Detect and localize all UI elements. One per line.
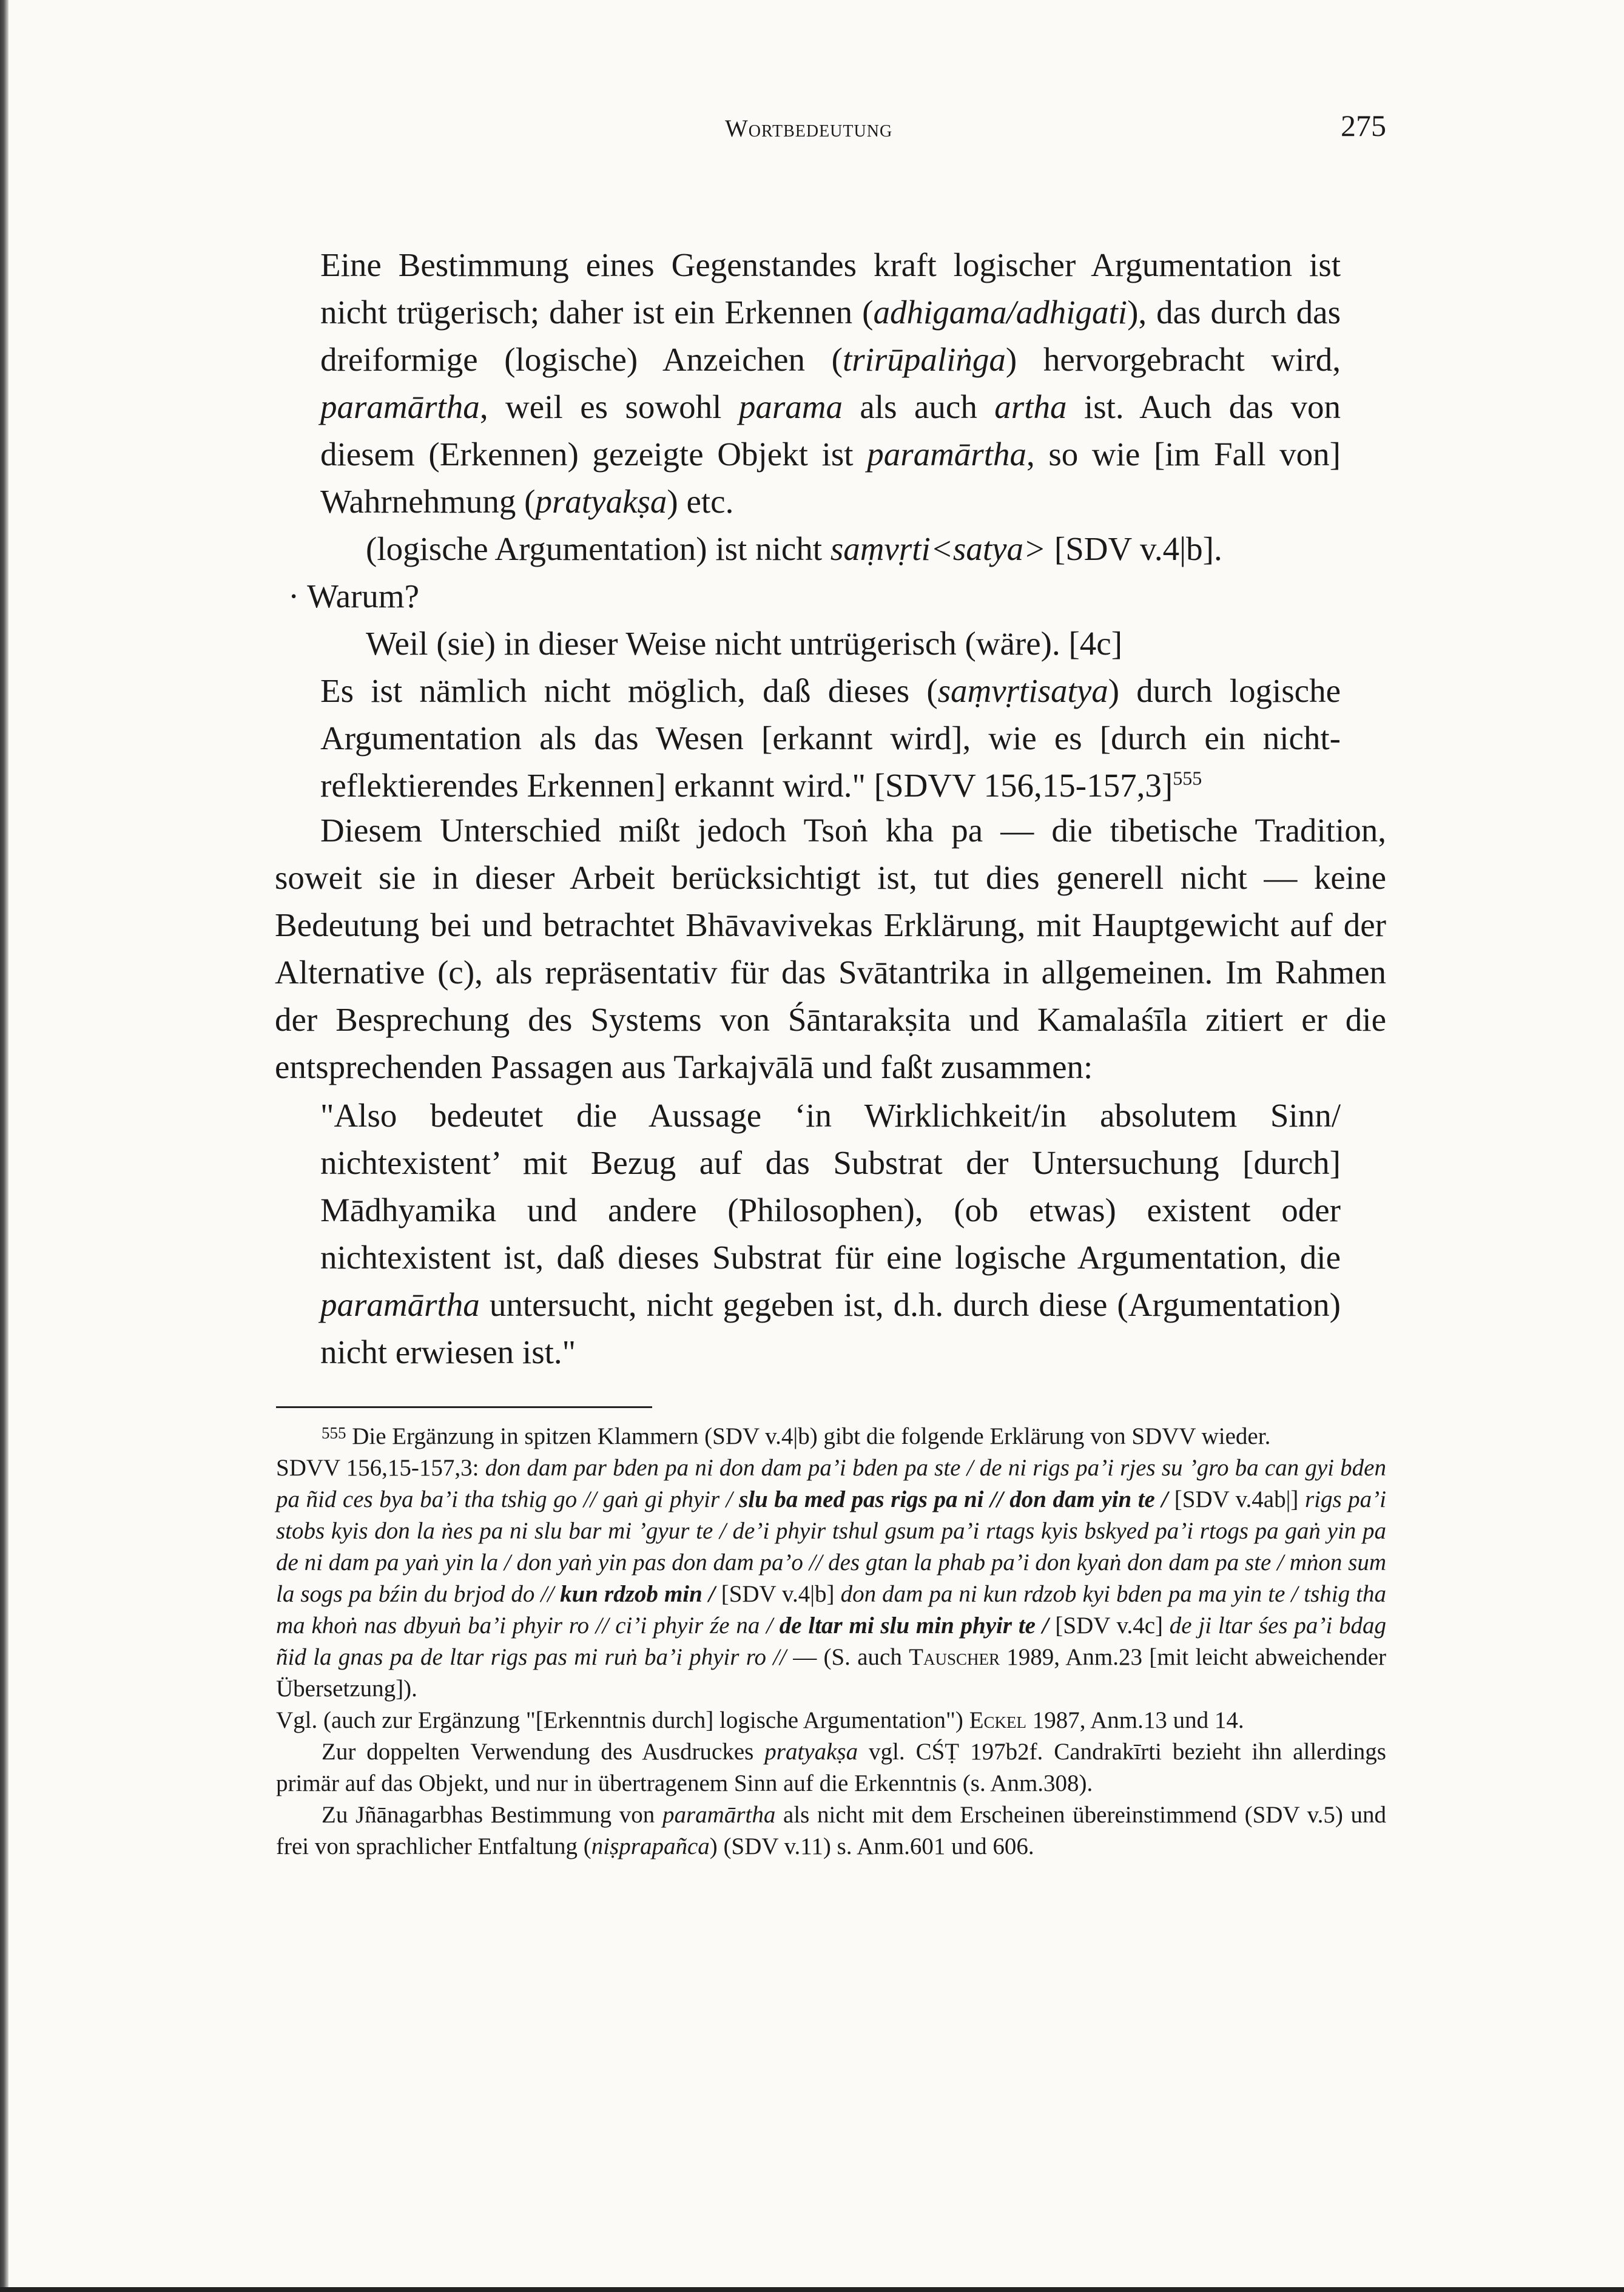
footnote-divider (276, 1406, 652, 1408)
text-run: [SDV v.4|b]. (1046, 530, 1222, 567)
tibetan-bold: de ltar mi slu min phyir te / (779, 1613, 1049, 1639)
term-italic: pratyakṣa (764, 1739, 858, 1765)
text-run: Zu Jñānagarbhas Bestimmung von (322, 1802, 662, 1828)
page-number: 275 (1341, 109, 1386, 143)
term-italic: paramārtha (320, 1286, 480, 1323)
text-run: untersucht, nicht gegeben ist, d.h. durch diese (Argumentation) nicht erwiesen ist." (320, 1286, 1341, 1370)
text-run: ) hervorgebracht wird, (1005, 341, 1341, 378)
text-run: ist. Auch das von diesem (Erkennen) gezeigte Objekt ist (320, 388, 1341, 473)
text-run: [SDV v.4ab|] (1168, 1486, 1305, 1512)
footnote-text: Die Ergänzung in spitzen Klammern (SDV v.4|b) gibt die folgende Erklärung von SDVV wieder. (352, 1423, 1271, 1449)
text-run: vgl. CŚṬ 197b2f. Candrakīrti bezieht ihn allerdings primär auf das Objekt, und nur in übertragenem Sinn auf die Erkenntnis (s. Anm.308). (276, 1739, 1386, 1796)
text-run: Vgl. (auch zur Ergänzung "[Erkenntnis durch] logische Argumentation") (276, 1707, 969, 1733)
text-run: als auch (842, 388, 995, 425)
body-paragraph: Diesem Unterschied mißt jedoch Tsoṅ kha pa — die tibetische Tradition, soweit sie in dieser Arbeit berücksichtigt ist, tut dies generell nicht — keine Bedeutung bei und betrachtet Bhāvavivekas Erklärung, mit Hauptgewicht auf der Alternative (c), als repräsentativ für das Svātantrika in allgemeinen. Im Rahmen der Besprechung des Systems von Śāntarakṣita und Kamalaśīla zitiert er die entsprechenden Passagen aus Tarkajvālā und faßt zusammen: (275, 812, 1386, 1085)
body-paragraph-block (275, 807, 1386, 1091)
footnote-paragraph (276, 1705, 1386, 1736)
author-smallcaps: Eckel (969, 1707, 1027, 1733)
footnote-number: 555 (322, 1424, 346, 1442)
text-run: Es ist nämlich nicht möglich, daß dieses ( (320, 672, 938, 709)
text-run: — (S. auch (786, 1644, 909, 1670)
text-run: [SDV v.4|b] (715, 1581, 841, 1607)
term-italic: paramārtha (867, 436, 1026, 473)
term-italic: saṃvṛtisatya (937, 672, 1108, 709)
term-italic: adhigama/adhigati (873, 294, 1128, 331)
footnotes-section (276, 1421, 1386, 1862)
text-run: ), das durch das dreiformige (logische) Anzeichen ( (320, 294, 1341, 378)
term-italic: niṣprapañca (591, 1833, 710, 1859)
text-run: als nicht mit dem Erscheinen übereinstimmend (SDV v.5) und frei von sprachlicher Entfaltung ( (276, 1802, 1386, 1859)
verse-line: Weil (sie) in dieser Weise nicht untrügerisch (wäre). [4c] (366, 625, 1123, 662)
text-run: SDVV 156,15-157,3: (276, 1455, 485, 1481)
tibetan-italic: don dam pa ni kun rdzob kyi bden pa ma yin te / tshig tha ma khoṅ nas dbyuṅ ba’i phyir ro // ci’i phyir źe na / (276, 1581, 1386, 1639)
footnote-paragraph (276, 1799, 1386, 1862)
term-italic: trirūpaliṅga (842, 341, 1006, 378)
tibetan-italic: don dam par bden pa ni don dam pa’i bden pa ste / de ni rigs pa’i rjes su ’gro ba can gyi bden pa ñid ces bya ba’i tha tshig go // gaṅ gi phyir / (276, 1455, 1386, 1512)
running-title: Wortbedeutung (725, 115, 893, 142)
term-italic: parama (738, 388, 843, 425)
text-run: ) etc. (667, 483, 734, 520)
quotation-block-2 (320, 1092, 1341, 1376)
term-italic: paramārtha (662, 1802, 776, 1828)
tibetan-bold: kun rdzob min / (560, 1581, 715, 1607)
tibetan-bold: slu ba med pas rigs pa ni // don dam yin te / (739, 1486, 1168, 1512)
scan-bottom-edge (0, 2287, 1624, 2292)
footnote-reference[interactable]: 555 (1173, 767, 1202, 789)
text-run: "Also bedeutet die Aussage ‘in Wirklichkeit/in absolutem Sinn/ nichtexistent’ mit Bezug auf das Substrat der Untersuchung [durch] Mādhyamika und andere (Philosophen), (ob etwas) existent oder nichtexistent ist, daß dieses Substrat für eine logische Argumentation, die (320, 1097, 1341, 1276)
tibetan-italic: de ji ltar śes pa’i bdag ñid la gnas pa de ltar rigs pas mi ruṅ ba’i phyir ro // (276, 1613, 1386, 1670)
term-italic: artha (994, 388, 1067, 425)
quote-paragraph (320, 667, 1341, 809)
text-run: ) (SDV v.11) s. Anm.601 und 606. (709, 1833, 1034, 1859)
text-run: Zur doppelten Verwendung des Ausdruckes (322, 1739, 765, 1765)
footnote-555 (276, 1421, 1386, 1452)
tibetan-italic: rigs pa’i stobs kyis don la ṅes pa ni slu bar mi ’gyur te / de’i phyir tshul gsum pa’i rtags kyis bskyed pa’i rtogs pa gaṅ yin pa de ni dam pa yaṅ yin la / don yaṅ yin pas don dam pa’o // des gtan la phab pa’i don kyaṅ don dam pa ste / mṅon sum la sogs pa bźin du brjod do // (276, 1486, 1386, 1607)
term-italic: pratyakṣa (535, 483, 667, 520)
footnote-paragraph (276, 1452, 1386, 1705)
text-run: (logische Argumentation) ist nicht (366, 530, 831, 567)
page-header (276, 108, 1386, 150)
author-smallcaps: Tauscher (909, 1644, 1000, 1670)
text-run: 1987, Anm.13 und 14. (1026, 1707, 1244, 1733)
text-run: 1989, Anm.23 [mit leicht abweichender Übersetzung]). (276, 1644, 1386, 1702)
quotation-block-1 (288, 241, 1341, 809)
text-run: [SDV v.4c] (1048, 1613, 1170, 1639)
quote-paragraph (320, 1092, 1341, 1376)
term-italic: saṃvṛti<satya> (830, 530, 1046, 567)
text-run: , weil es sowohl (479, 388, 739, 425)
question-line: · Warum? (288, 578, 419, 615)
footnote-paragraph (276, 1736, 1386, 1799)
quote-paragraph (320, 241, 1341, 525)
verse-line (320, 525, 1341, 573)
text-run: ) durch logische Argumentation als das Wesen [erkannt wird], wie es [durch ein nicht-reflektierendes Erkennen] erkannt wird." [SDVV 156,15-157,3] (320, 672, 1341, 804)
text-run: , so wie [im Fall von] Wahrnehmung ( (320, 436, 1341, 520)
book-binding-edge (0, 0, 8, 2292)
term-italic: paramārtha (320, 388, 480, 425)
text-run: Eine Bestimmung eines Gegenstandes kraft logischer Argumentation ist nicht trügerisch; daher ist ein Erkennen ( (320, 246, 1341, 331)
